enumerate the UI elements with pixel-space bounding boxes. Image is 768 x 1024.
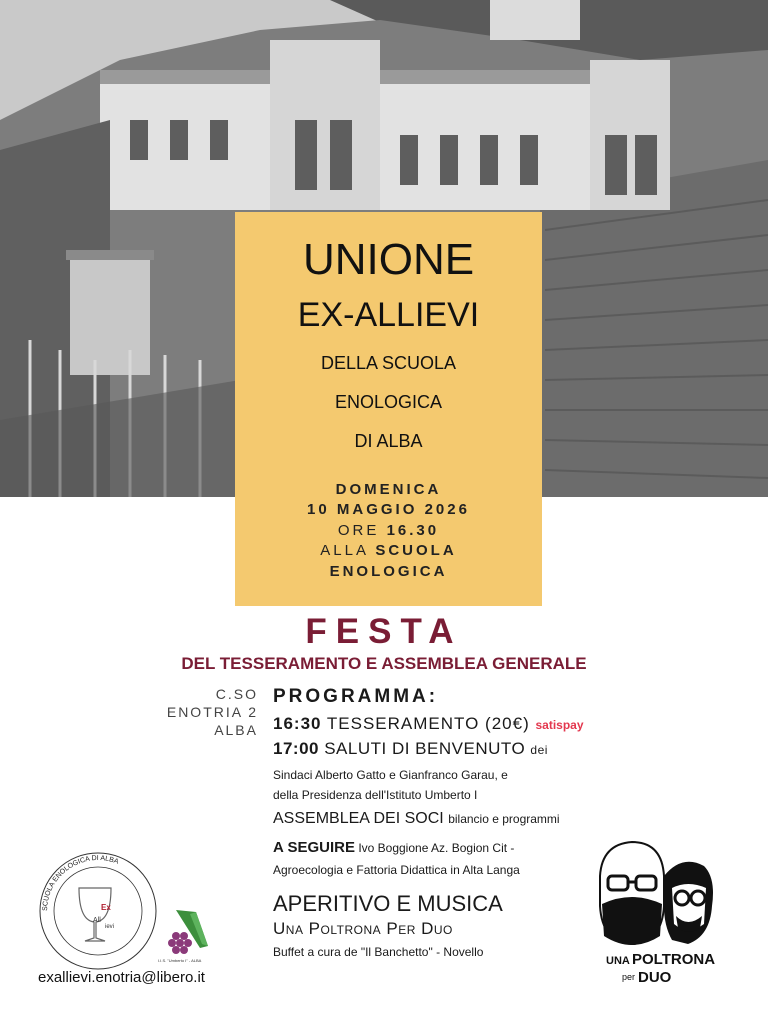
seal-ievi: ievi <box>105 924 115 930</box>
school-logo <box>156 906 214 964</box>
subtitle-di-alba: DI ALBA <box>354 431 423 451</box>
event-place <box>235 543 542 558</box>
title-box <box>235 212 542 606</box>
seguire-line-2: Agroecologia e Fattoria Didattica in Alta Langa <box>273 863 520 877</box>
festa-title: FESTA <box>305 612 463 651</box>
seguire-label: A SEGUIRE <box>273 839 355 856</box>
programma-item-saluti <box>273 740 548 757</box>
event-place-b: ENOLOGICA <box>329 563 448 580</box>
item2-text: SALUTI DI BENVENUTO <box>324 739 526 758</box>
duo-per: per <box>622 972 636 982</box>
title-ex-allievi: EX-ALLIEVI <box>297 296 480 334</box>
satispay-logo: satispay <box>535 718 584 732</box>
address-line-2: ENOTRIA 2 <box>166 704 258 720</box>
duo-una: UNA <box>606 955 630 967</box>
subtitle-enologica: ENOLOGICA <box>334 392 443 412</box>
item2-time: 17:00 <box>273 739 319 758</box>
duo-duo: DUO <box>638 969 672 986</box>
assemblea-label: ASSEMBLEA DEI SOCI <box>273 810 444 827</box>
item2-small: dei <box>530 743 548 757</box>
aperitivo-heading: APERITIVO E MUSICA <box>273 891 503 916</box>
seal-ring-text: SCUOLA ENOLOGICA DI ALBA <box>41 854 120 912</box>
contact-email[interactable]: exallievi.enotria@libero.it <box>38 969 205 986</box>
buffet-note: Buffet a cura de "Il Banchetto" - Novello <box>273 945 484 959</box>
event-time-prefix: ORE <box>337 522 380 539</box>
item1-time: 16:30 <box>273 714 322 733</box>
sindaci-line-2: della Presidenza dell'Istituto Umberto I <box>273 788 478 802</box>
sindaci-line-1: Sindaci Alberto Gatto e Gianfranco Garau, e <box>273 768 508 782</box>
duo-poltrona: POLTRONA <box>632 951 716 968</box>
programma-heading: PROGRAMMA: <box>273 686 439 707</box>
address-line-3: ALBA <box>214 722 258 738</box>
event-place-a: SCUOLA <box>375 542 457 559</box>
seguire-text: Ivo Boggione Az. Bogion Cit - <box>358 841 515 855</box>
ex-allievi-seal-logo <box>37 850 159 972</box>
item1-text: TESSERAMENTO (20€) <box>326 714 530 733</box>
seal-all: All <box>93 917 101 924</box>
title-unione: UNIONE <box>302 235 475 284</box>
event-time-value: 16.30 <box>386 522 440 539</box>
seal-ex: Ex <box>101 903 111 912</box>
event-date: 10 MAGGIO 2026 <box>307 501 470 518</box>
band-name: Una Poltrona Per Duo <box>273 919 453 938</box>
school-caption: I.I.S. "Umberto I" - ALBA <box>158 958 202 963</box>
programma-item-assemblea <box>273 811 560 827</box>
event-day: DOMENICA <box>335 481 442 498</box>
address-line-1: C.SO <box>215 686 258 702</box>
programma-item-tesseramento <box>273 715 584 732</box>
assemblea-detail: bilancio e programmi <box>448 812 560 826</box>
festa-subtitle: DEL TESSERAMENTO E ASSEMBLEA GENERALE <box>181 654 587 673</box>
event-time <box>235 523 542 538</box>
subtitle-della-scuola: DELLA SCUOLA <box>320 353 457 373</box>
event-place-prefix: ALLA <box>320 542 369 559</box>
una-poltrona-per-duo-logo <box>592 836 718 986</box>
programma-item-seguire <box>273 840 514 855</box>
